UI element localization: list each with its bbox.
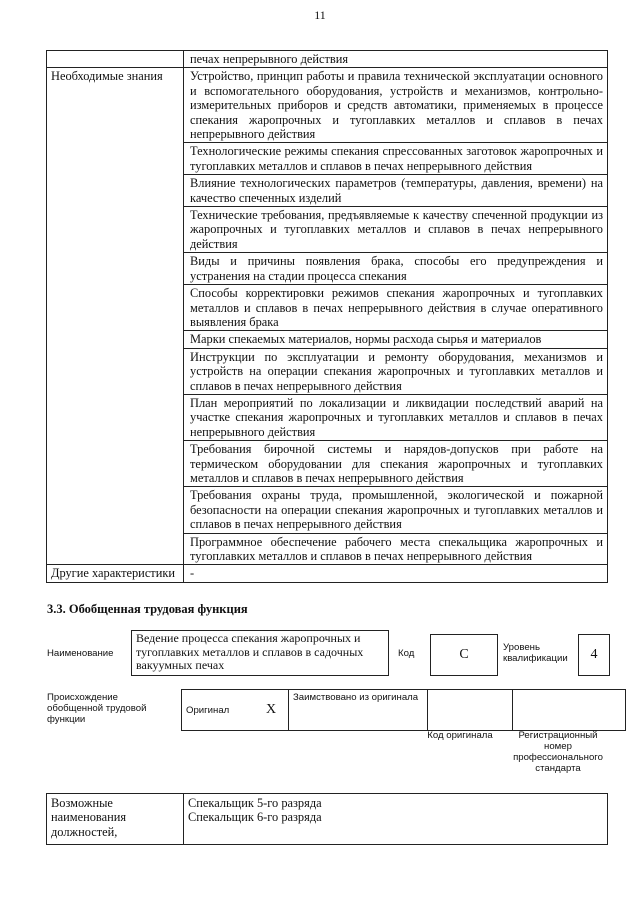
reg-number-cell	[513, 690, 626, 731]
borrowed-label: Заимствовано из оригинала	[289, 690, 428, 731]
code-label: Код	[398, 648, 415, 659]
position-item: Спекальщик 5-го разряда	[188, 796, 322, 810]
positions-table	[46, 793, 608, 845]
positions-label: Возможные наименования должностей,	[47, 794, 184, 845]
name-label: Наименование	[47, 648, 114, 659]
page-number: 11	[314, 8, 326, 22]
knowledge-item: Технические требования, предъявляемые к качеству спеченной продукции из жаропрочных и тугоплавких металлов и сплавов в печах непрерывного действия	[184, 207, 608, 253]
knowledge-item: Марки спекаемых материалов, нормы расхода сырья и материалов	[184, 331, 608, 348]
required-knowledge-label: Необходимые знания	[47, 68, 184, 565]
original-mark: X	[254, 690, 289, 731]
original-label: Оригинал	[182, 690, 255, 731]
position-item: Спекальщик 6-го разряда	[188, 810, 322, 825]
knowledge-item: Влияние технологических параметров (температуры, давления, времени) на качество спеченных изделий	[184, 175, 608, 207]
other-characteristics-value: -	[184, 565, 608, 582]
table-row	[47, 68, 608, 143]
code-original-cell	[428, 690, 513, 731]
knowledge-table	[46, 50, 608, 583]
level-value: 4	[578, 634, 610, 676]
table-row	[47, 565, 608, 582]
code-original-caption: Код оригинала	[427, 730, 493, 741]
knowledge-item: Устройство, принцип работы и правила технической эксплуатации основного и вспомогательного оборудования, устройств и механизмов, контрольно-измерительных приборов и средств автоматики, применяемых в процессе спекания жаропрочных и тугоплавких металлов и сплавов в печах непрерывного действия	[184, 68, 608, 143]
origin-table	[181, 689, 626, 731]
knowledge-item: Технологические режимы спекания спрессованных заготовок жаропрочных и тугоплавких металлов и сплавов в печах непрерывного действия	[184, 143, 608, 175]
origin-label: Происхождение обобщенной трудовой функции	[47, 692, 147, 725]
knowledge-item: Инструкции по эксплуатации и ремонту оборудования, механизмов и устройств на операции спекания жаропрочных и тугоплавких металлов и сплавов в печах непрерывного действия	[184, 348, 608, 394]
continuation-cell: печах непрерывного действия	[184, 51, 608, 68]
empty-label-cell	[47, 51, 184, 68]
other-characteristics-label: Другие характеристики	[47, 565, 184, 582]
knowledge-item: Способы корректировки режимов спекания жаропрочных и тугоплавких металлов и сплавов в печах непрерывного действия в случае оперативного выявления брака	[184, 285, 608, 331]
reg-number-caption: Регистрационный номер профессионального стандарта	[513, 730, 603, 774]
knowledge-item: Требования бирочной системы и нарядов-допусков при работе на термическом оборудовании для спекания жаропрочных и тугоплавких металлов и сплавов в печах непрерывного действия	[184, 441, 608, 487]
knowledge-item: Виды и причины появления брака, способы его предупреждения и устранения на стадии процесса спекания	[184, 253, 608, 285]
table-row	[47, 794, 608, 845]
knowledge-item: Требования охраны труда, промышленной, экологической и пожарной безопасности на операции спекания жаропрочных и тугоплавких металлов и сплавов в печах непрерывного действия	[184, 487, 608, 533]
positions-values	[184, 794, 608, 845]
level-label: Уровень квалификации	[503, 642, 568, 664]
section-title: 3.3. Обобщенная трудовая функция	[47, 602, 248, 616]
code-value: C	[430, 634, 498, 676]
function-name-value: Ведение процесса спекания жаропрочных и тугоплавких металлов и сплавов в садочных вакуумных печах	[131, 630, 389, 676]
knowledge-item: Программное обеспечение рабочего места спекальщика жаропрочных и тугоплавких металлов и сплавов в печах непрерывного действия	[184, 533, 608, 565]
table-row	[47, 51, 608, 68]
knowledge-item: План мероприятий по локализации и ликвидации последствий аварий на участке спекания жаропрочных и тугоплавких металлов и сплавов в печах непрерывного действия	[184, 394, 608, 440]
